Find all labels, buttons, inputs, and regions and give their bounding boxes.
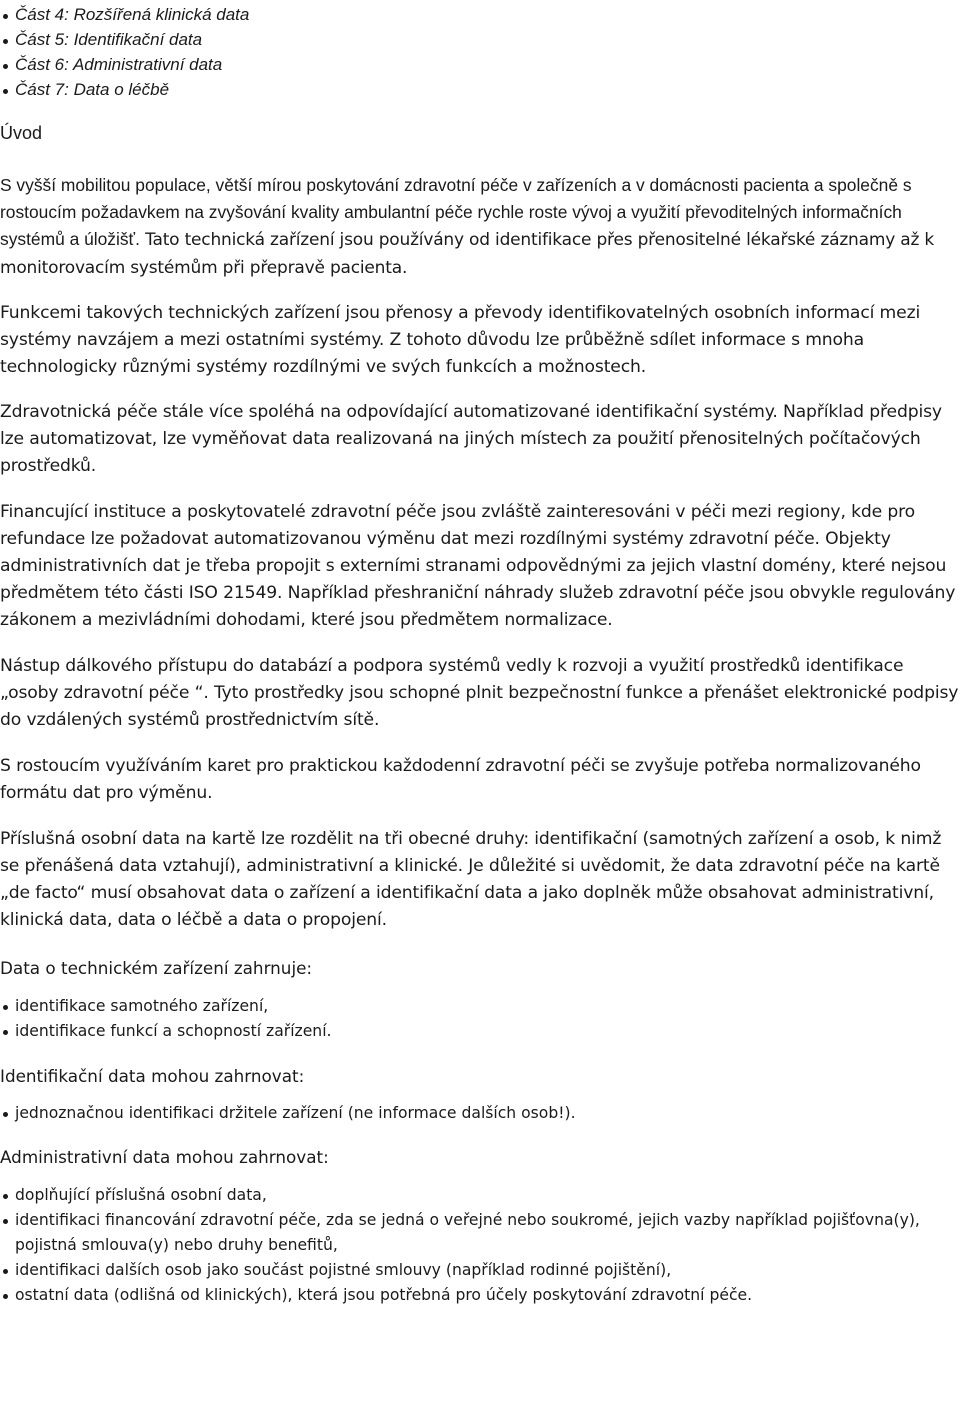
table-of-contents bbox=[0, 2, 960, 102]
toc-item[interactable]: Část 4: Rozšířená klinická data bbox=[0, 2, 960, 27]
administrative-data-list bbox=[0, 1183, 960, 1308]
device-data-list bbox=[0, 994, 960, 1044]
paragraph-funding: Financující instituce a poskytovatelé zdravotní péče jsou zvláště zainteresováni v péči mezi regiony, kde pro refundace lze požadovat automatizovanou výměnu dat mezi rozdílnými systémy zdravotní péče. Objekty administrativních dat je třeba propojit s externími stranami odpovědnými za jejich vlastní domény, které nejsou předmětem této části ISO 21549. Například přeshraniční náhrady služeb zdravotní péče jsou obvykle regulovány zákonem a mezivládními dohodami, které jsou předmětem normalizace. bbox=[0, 502, 956, 630]
paragraph-personal-data: Příslušná osobní data na kartě lze rozdělit na tři obecné druhy: identifikační (samotných zařízení a osob, k nimž se přenášená data vztahují), administrativní a klinické. Je důležité si uvědomit, že data zdravotní péče na kartě „de facto“ musí obsahovat data o zařízení a identifikační data a jako doplněk může obsahovat administrativní, klinická data, data o léčbě a data o propojení. bbox=[0, 829, 942, 930]
device-data-label: Data o technickém zařízení zahrnuje: bbox=[0, 958, 313, 978]
toc-item[interactable]: Část 7: Data o léčbě bbox=[0, 77, 960, 102]
paragraph-intro-part-b: Tato technická zařízení jsou používány od identifikace přes přenositelné lékařské záznamy až k monitorovacím systémům při přepravě pacienta. bbox=[0, 230, 935, 278]
list-item: identifikaci financování zdravotní péče, zda se jedná o veřejné nebo soukromé, jejich vazby například pojišťovna(y), pojistná smlouva(y) nebo druhy benefitů, bbox=[0, 1208, 960, 1258]
identification-data-label: Identifikační data mohou zahrnovat: bbox=[0, 1066, 305, 1086]
toc-item[interactable]: Část 6: Administrativní data bbox=[0, 52, 960, 77]
identification-data-list bbox=[0, 1101, 960, 1126]
list-item: jednoznačnou identifikaci držitele zařízení (ne informace dalších osob!). bbox=[0, 1101, 960, 1126]
list-item: doplňující příslušná osobní data, bbox=[0, 1183, 960, 1208]
paragraph-intro bbox=[0, 172, 960, 282]
toc-item[interactable]: Část 5: Identifikační data bbox=[0, 27, 960, 52]
administrative-data-label: Administrativní data mohou zahrnovat: bbox=[0, 1147, 329, 1167]
paragraph-intro-part-a: S vyšší mobilitou populace, větší mírou poskytování zdravotní péče v zařízeních a v domácnosti pacienta a společně s rostoucím požadavkem na zvyšování kvality ambulantní péče rychle roste vývoj a využití převoditelných informačních systémů a úložišť. bbox=[0, 175, 912, 249]
paragraph-remote-access: Nástup dálkového přístupu do databází a podpora systémů vedly k rozvoji a využití prostředků identifikace „osoby zdravotní péče “. Tyto prostředky jsou schopné plnit bezpečnostní funkce a přenášet elektronické podpisy do vzdálených systémů prostřednictvím sítě. bbox=[0, 656, 959, 730]
list-item: identifikace funkcí a schopností zařízení. bbox=[0, 1019, 960, 1044]
paragraph-automation: Zdravotnická péče stále více spoléhá na odpovídající automatizované identifikační systémy. Například předpisy lze automatizovat, lze vyměňovat data realizovaná na jiných místech za použití přenositelných počítačových prostředků. bbox=[0, 402, 942, 476]
section-heading-intro: Úvod bbox=[0, 123, 43, 143]
list-item: ostatní data (odlišná od klinických), která jsou potřebná pro účely poskytování zdravotní péče. bbox=[0, 1283, 960, 1308]
paragraph-functions: Funkcemi takových technických zařízení jsou přenosy a převody identifikovatelných osobních informací mezi systémy navzájem a mezi ostatními systémy. Z tohoto důvodu lze průběžně sdílet informace s mnoha technologicky různými systémy rozdílnými ve svých funkcích a možnostech. bbox=[0, 303, 921, 377]
list-item: identifikace samotného zařízení, bbox=[0, 994, 960, 1019]
paragraph-card-usage: S rostoucím využíváním karet pro praktickou každodenní zdravotní péči se zvyšuje potřeba normalizovaného formátu dat pro výměnu. bbox=[0, 756, 921, 803]
list-item: identifikaci dalších osob jako součást pojistné smlouvy (například rodinné pojištění), bbox=[0, 1258, 960, 1283]
